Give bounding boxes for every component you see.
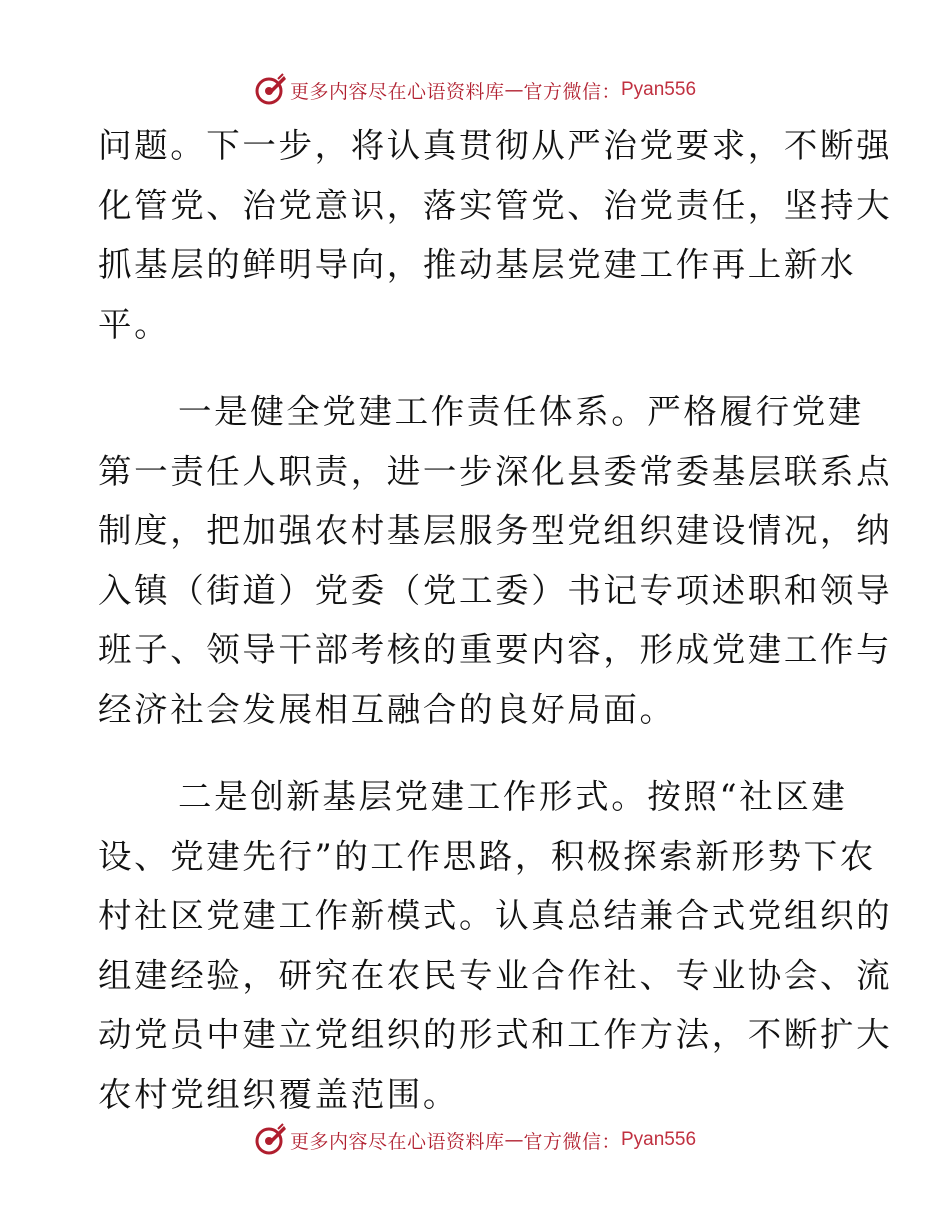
header-banner <box>0 70 950 110</box>
text-line: 村社区党建工作新模式。认真总结兼合式党组织的 <box>98 896 893 935</box>
text-line: 农村党组织覆盖范围。 <box>98 1074 459 1114</box>
paragraph-gap <box>98 739 858 767</box>
document-body <box>98 116 893 1124</box>
paragraph-2 <box>98 382 893 739</box>
text-line: 第一责任人职责，进一步深化县委常委基层联系点 <box>98 451 893 491</box>
text-line: 制度，把加强农村基层服务型党组织建设情况，纳 <box>98 511 893 550</box>
text-line: 设、党建先行”的工作思路，积极探索新形势下农 <box>98 836 876 876</box>
banner-separator: — <box>504 79 524 101</box>
text-line: 经济社会发展相互融合的良好局面。 <box>98 689 676 729</box>
paragraph-gap <box>98 354 858 382</box>
banner-separator: — <box>504 1129 524 1151</box>
footer-banner <box>0 1120 950 1160</box>
text-line: 一是健全党建工作责任体系。严格履行党建 <box>178 392 864 431</box>
paragraph-1 <box>98 116 893 354</box>
wechat-id: Pyan556 <box>621 1129 697 1150</box>
text-line: 化管党、治党意识，落实管党、治党责任，坚持大 <box>98 185 893 225</box>
quill-logo-icon <box>254 1123 288 1157</box>
text-line: 组建经验，研究在农民专业合作社、专业协会、流 <box>98 955 893 995</box>
text-line: 问题。下一步，将认真贯彻从严治党要求，不断强 <box>98 126 893 165</box>
text-line: 班子、领导干部考核的重要内容，形成党建工作与 <box>98 630 893 669</box>
text-line: 平。 <box>98 304 171 344</box>
paragraph-3 <box>98 767 893 1124</box>
text-line: 入镇（街道）党委（党工委）书记专项述职和领导 <box>98 570 893 610</box>
banner-label: 官方微信： <box>523 1130 621 1153</box>
banner-text: 更多内容尽在心语资料库 <box>289 80 505 103</box>
text-line: 抓基层的鲜明导向，推动基层党建工作再上新水 <box>98 245 857 284</box>
text-line: 二是创新基层党建工作形式。按照“社区建 <box>178 777 848 816</box>
text-line: 动党员中建立党组织的形式和工作方法，不断扩大 <box>98 1015 893 1054</box>
banner-label: 官方微信： <box>523 80 621 103</box>
quill-logo-icon <box>254 73 288 107</box>
banner-text: 更多内容尽在心语资料库 <box>289 1130 505 1153</box>
wechat-id: Pyan556 <box>621 79 697 100</box>
